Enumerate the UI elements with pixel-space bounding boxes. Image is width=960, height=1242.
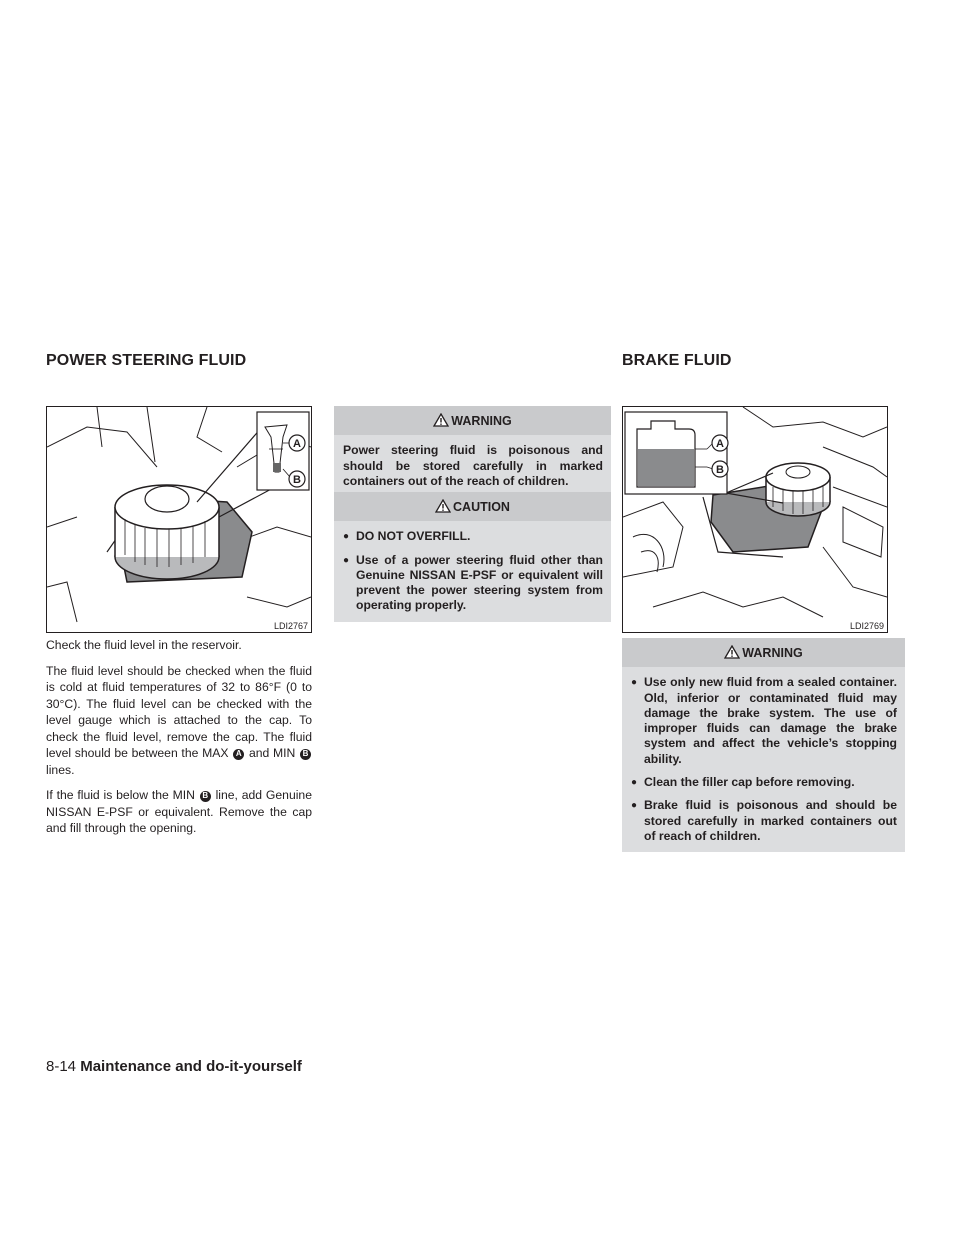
caution-title-text: CAUTION (453, 500, 510, 514)
paragraph-text: and MIN (248, 746, 296, 760)
caution-list (343, 529, 603, 613)
warning-text: Power steering fluid is poisonous and should be stored carefully in marked containers out of the reach of children. (343, 443, 603, 488)
warning-title-text: WARNING (742, 646, 803, 660)
paragraph-text: line, add Genuine NISSAN E-PSF or equivalent. Remove the cap and fill through the opening. (46, 788, 312, 835)
caution-box-power-steering (334, 492, 611, 622)
chapter-title: Maintenance and do-it-yourself (80, 1058, 302, 1075)
paragraph (46, 787, 312, 837)
callout-a-label: A (293, 438, 301, 450)
brake-fluid-reservoir-drawing (623, 407, 887, 632)
callout-b-label: B (293, 474, 301, 486)
figure-code: LDI2767 (273, 621, 308, 631)
warning-title-text: WARNING (451, 414, 512, 428)
warning-box-power-steering (334, 406, 611, 497)
paragraph-text: The fluid level should be checked when the fluid is cold at fluid temperatures of 32 to 86°F (0 to 30°C). The fluid level can be checked with the level gauge which is attached to the cap. To check the fluid level, remove the cap. The fluid level should be between the MAX (46, 663, 312, 760)
figure-code: LDI2769 (849, 621, 884, 631)
warning-title (622, 638, 905, 667)
section-heading-power-steering: POWER STEERING FLUID (46, 352, 247, 369)
warning-list (631, 675, 897, 844)
paragraph-text: If the fluid is below the MIN (46, 788, 195, 802)
paragraph: Check the fluid level in the reservoir. (46, 638, 242, 652)
caution-content (334, 521, 611, 621)
power-steering-reservoir-drawing (47, 407, 311, 632)
list-item: ● Brake fluid is poisonous and should be stored carefully in marked containers out of reach of children. (631, 798, 897, 844)
caution-triangle-icon (435, 499, 451, 513)
list-item: ● Use of a power steering fluid other than Genuine NISSAN E-PSF or equivalent will prevent the power steering system from operating properly. (343, 553, 603, 614)
list-item: ● Clean the filler cap before removing. (631, 775, 897, 790)
callout-b-icon: B (300, 749, 311, 760)
caution-title (334, 492, 611, 521)
callout-a-icon: A (233, 749, 244, 760)
warning-title (334, 406, 611, 435)
section-heading-brake-fluid: BRAKE FLUID (622, 352, 732, 369)
warning-triangle-icon (433, 413, 449, 427)
paragraph (46, 663, 312, 779)
page-number: 8-14 (46, 1058, 77, 1075)
warning-box-brake-fluid (622, 638, 905, 852)
paragraph-text: lines. (46, 762, 75, 777)
callout-b-icon: B (200, 791, 211, 802)
warning-triangle-icon (724, 645, 740, 659)
list-item: ● DO NOT OVERFILL. (343, 529, 603, 544)
power-steering-reservoir-illustration (46, 406, 312, 633)
callout-b-label: B (716, 464, 724, 476)
power-steering-body-text (46, 637, 312, 846)
callout-a-label: A (716, 438, 724, 450)
list-item: ● Use only new fluid from a sealed container. Old, inferior or contaminated fluid may damage the brake system. The use of improper fluids can damage the brake system and affect the vehicle’s stopping ability. (631, 675, 897, 767)
warning-content (622, 667, 905, 852)
page-footer (46, 1058, 302, 1075)
brake-fluid-reservoir-illustration (622, 406, 888, 633)
